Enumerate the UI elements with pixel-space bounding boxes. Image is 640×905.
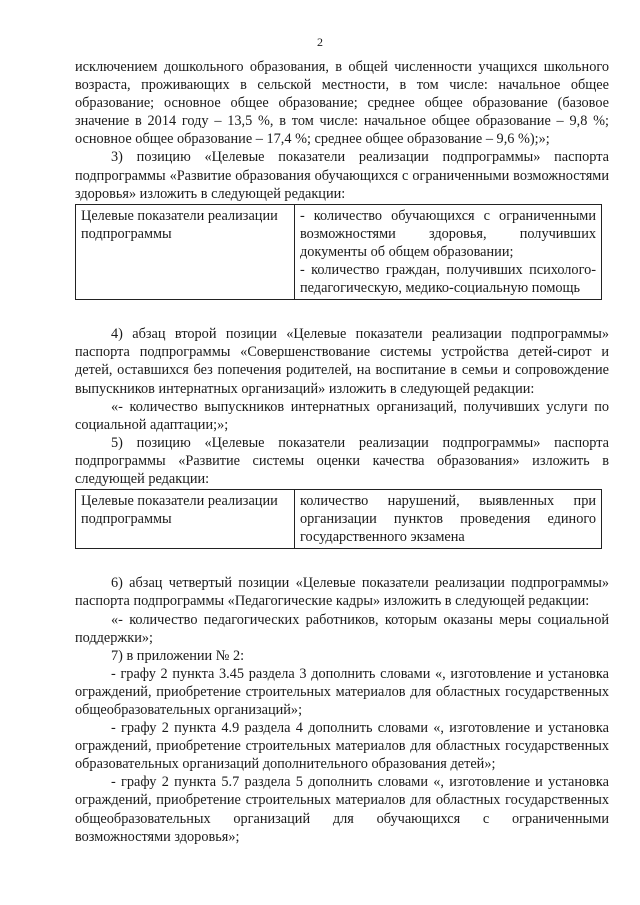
indicator-item: - количество обучающихся с ограниченными возможностями здоровья, получивших документы об общем образовании; [300,207,596,260]
table-row [76,204,602,299]
table-cell-label: Целевые показатели реализации подпрограммы [76,204,295,299]
table-cell-indicators [295,490,602,549]
paragraph-item-7: 7) в приложении № 2: [111,647,245,664]
paragraph-item-7-b: - графу 2 пункта 4.9 раздела 4 дополнить словами «, изготовление и установка ограждений, приобретение строительных материалов для областных государственных образовательных организаций дополнительного образования детей»; [75,720,609,773]
table-target-indicators-2 [75,489,602,549]
paragraph-item-5: 5) позицию «Целевые показатели реализации подпрограммы» паспорта подпрограммы «Развитие системы оценки качества образования» изложить в следующей редакции: [75,434,609,487]
document-body [75,58,609,846]
indicator-item: - количество граждан, получивших психолого-педагогическую, медико-социальную помощь [300,262,596,297]
paragraph-item-3: 3) позицию «Целевые показатели реализации подпрограммы» паспорта подпрограммы «Развитие образования обучающихся с ограниченными возможностями здоровья» изложить в следующей редакции: [75,149,609,202]
paragraph-item-7-c: - графу 2 пункта 5.7 раздела 5 дополнить словами «, изготовление и установка ограждений, приобретение строительных материалов для областных государственных общеобразовательных организаций для обучающихся с ограниченными возможностями здоровья»; [75,774,609,845]
paragraph-item-4: 4) абзац второй позиции «Целевые показатели реализации подпрограммы» паспорта подпрограммы «Совершенствование системы устройства детей-сирот и детей, оставшихся без попечения родителей, на воспитание в семьи и сопровождение выпускников интернатных организаций» изложить в следующей редакции: [75,326,609,397]
table-target-indicators-1 [75,204,602,300]
page-number: 2 [317,35,323,49]
table-row [76,490,602,549]
table-cell-label: Целевые показатели реализации подпрограммы [76,490,295,549]
indicator-item: количество нарушений, выявленных при организации пунктов проведения единого государственного экзамена [300,493,596,546]
paragraph-intro: исключением дошкольного образования, в общей численности учащихся школьного возраста, проживающих в сельской местности, в том числе: начальное общее образование; основное общее образование; среднее общее образование (базовое значение в 2014 году – 13,5 %, в том числе: начальное общее образование – 9,8 %; основное общее образование – 17,4 %; среднее общее образование – 9,6 %);»; [75,59,609,148]
paragraph-item-7-a: - графу 2 пункта 3.45 раздела 3 дополнить словами «, изготовление и установка ограждений, приобретение строительных материалов для областных государственных общеобразовательных организаций»; [75,665,609,718]
paragraph-item-4-quote: «- количество выпускников интернатных организаций, получивших услуги по социальной адаптации;»; [75,398,609,433]
paragraph-item-6: 6) абзац четвертый позиции «Целевые показатели реализации подпрограммы» паспорта подпрограммы «Педагогические кадры» изложить в следующей редакции: [75,575,609,610]
paragraph-item-6-quote: «- количество педагогических работников, которым оказаны меры социальной поддержки»; [75,611,609,646]
table-cell-indicators [295,204,602,299]
